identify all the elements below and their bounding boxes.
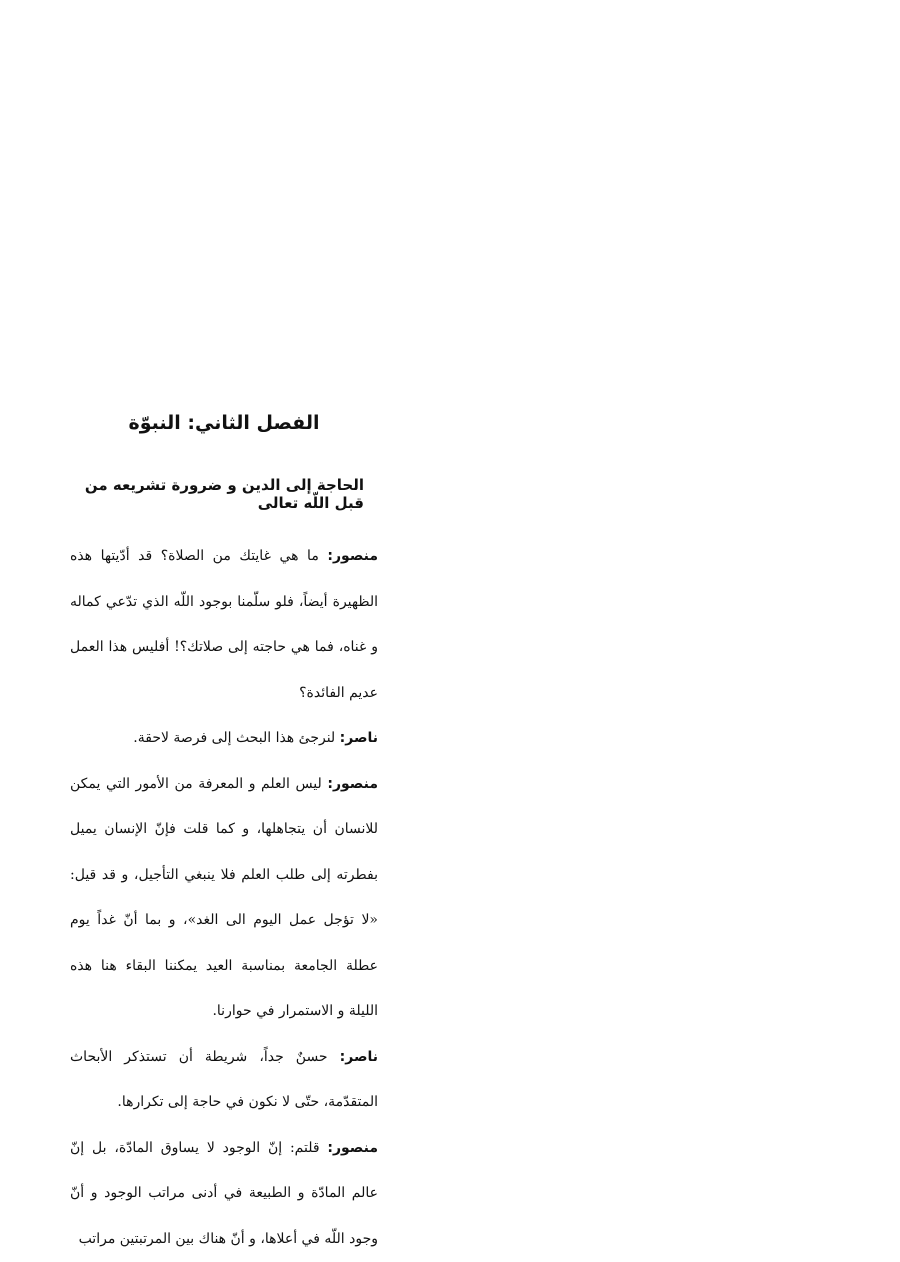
chapter-title: الفصل الثاني: النبوّة	[70, 412, 378, 434]
speaker-label: منصور:	[327, 548, 378, 564]
speaker-label: ناصر:	[340, 730, 378, 746]
dialogue-paragraph	[70, 762, 378, 1035]
speaker-label: منصور:	[327, 776, 378, 792]
dialogue-paragraph	[70, 1126, 378, 1262]
dialogue-paragraph	[70, 1035, 378, 1126]
section-title: الحاجة إلى الدين و ضرورة تشريعه من قبل اللّه تعالى	[70, 476, 378, 512]
dialogue-text: حسنٌ جداً، شريطة أن تستذكر الأبحاث المتقدّمة، حتّى لا نكون في حاجة إلى تكرارها.	[70, 1049, 378, 1111]
dialogue-text: ليس العلم و المعرفة من الأمور التي يمكن للانسان أن يتجاهلها، و كما قلت فإنّ الإنسان يميل بفطرته إلى طلب العلم فلا ينبغي التأجيل، و قد قيل: «لا تؤجل عمل اليوم الى الغد»، و بما أنّ غداً يوم عطلة الجامعة بمناسبة العيد يمكننا البقاء هنا هذه الليلة و الاستمرار في حوارنا.	[70, 776, 378, 1020]
text-column	[70, 412, 378, 1262]
speaker-label: ناصر:	[340, 1049, 378, 1065]
dialogue-text: لنرجئ هذا البحث إلى فرصة لاحقة.	[133, 730, 335, 746]
dialogue-text: قلتم: إنّ الوجود لا يساوق المادّة، بل إنّ عالم المادّة و الطبيعة في أدنى مراتب الوجود و أنّ وجود اللّه في أعلاها، و أنّ هناك بين المرتبتين مراتب	[70, 1140, 378, 1247]
speaker-label: منصور:	[327, 1140, 378, 1156]
dialogue-paragraph	[70, 534, 378, 716]
dialogue-text: ما هي غايتك من الصلاة؟ قد أدّيتها هذه الظهيرة أيضاً، فلو سلّمنا بوجود اللّه الذي تدّعي كماله و غناه، فما هي حاجته إلى صلاتك؟! أفليس هذا العمل عديم الفائدة؟	[70, 548, 378, 701]
dialogue-paragraph	[70, 716, 378, 762]
